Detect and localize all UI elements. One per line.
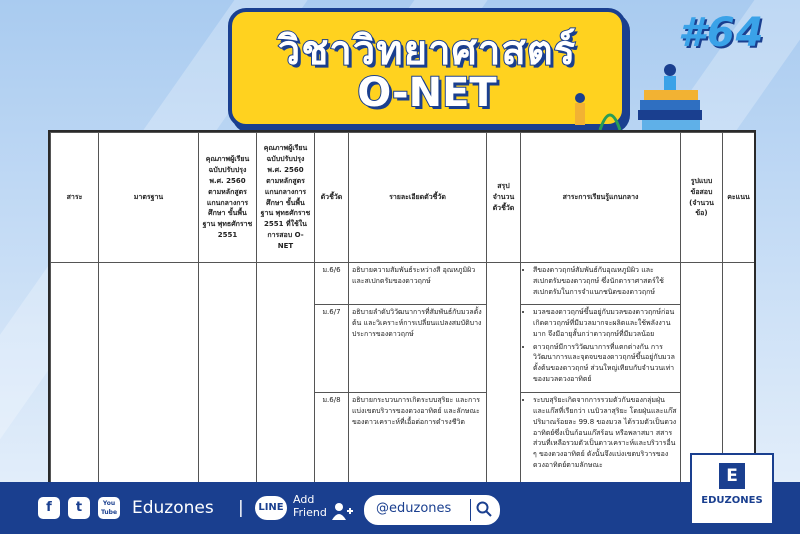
content-item: • สีของดาวฤกษ์สัมพันธ์กับอุณหภูมิผิว และสเปกตรัมของดาวฤกษ์ ซึ่งนักดาราศาสตร์ใช้สเปกตรัมในการจำแนกชนิดของดาวฤกษ์ [533,265,677,298]
cell-indicator-code: ม.6/6 [315,263,349,305]
brand-name: Eduzones [132,498,214,518]
table-header-row [51,133,755,263]
cell-subject [51,263,99,483]
cell-core-content [521,393,681,483]
youtube-icon[interactable]: You Tube [98,497,120,519]
header-indicator-detail: รายละเอียดตัวชี้วัด [349,133,487,263]
cell-quality-onet [257,263,315,483]
add-label: Add [293,493,315,506]
handle-separator [470,499,471,521]
content-item: • มวลของดาวฤกษ์ขึ้นอยู่กับมวลของดาวฤกษ์ก่อนเกิดดาวฤกษ์ที่มีมวลมากจะผลิตและใช้พลังงานมาก จึงมีอายุสั้นกว่าดาวฤกษ์ที่มีมวลน้อย [533,307,677,340]
header-quality-onet: คุณภาพผู้เรียน ฉบับปรับปรุง พ.ศ. 2560 ตามหลักสูตร แกนกลางการศึกษา ขั้นพื้นฐาน พุทธศักราช 2551 ที่ใช้ในการสอบ O-NET [257,133,315,263]
cell-standard [99,263,199,483]
add-friend-icon[interactable] [332,502,354,520]
banner-title: วิชาวิทยาศาสตร์ [277,28,577,74]
cell-format [681,263,723,483]
cell-core-content [521,305,681,393]
header-indicator: ตัวชี้วัด [315,133,349,263]
content-item: • ระบบสุริยะเกิดจากการรวมตัวกันของกลุ่มฝุ่นและแก๊สที่เรียกว่า เนบิวลาสุริยะ โดยฝุ่นและแก๊สปริมาณร้อยละ 99.8 ของมวล ได้รวมตัวเป็นดวงอาทิตย์ซึ่งเป็นก้อนแก๊สร้อน หรือพลาสมา สสารส่วนที่เหลือรวมตัวเป็นดาวเคราะห์และบริวารอื่น ๆ ของดวงอาทิตย์ ดังนั้นจึงแบ่งเขตบริวารของดวงอาทิตย์ตามลักษณะ [533,395,677,471]
logo-mark: E [719,463,745,489]
cell-summary [487,263,521,483]
header-summary: สรุป จำนวน ตัวชี้วัด [487,133,521,263]
footer-divider: | [238,498,244,518]
content-item: • ดาวฤกษ์มีการวิวัฒนาการที่แตกต่างกัน การวิวัฒนาการและจุดจบของดาวฤกษ์ขึ้นอยู่กับมวลตั้งต้นของดาวฤกษ์ ส่วนใหญ่เทียบกับจำนวนเท่าของมวลดวงอาทิตย์ [533,342,677,385]
cell-core-content [521,263,681,305]
header-quality: คุณภาพผู้เรียน ฉบับปรับปรุง พ.ศ. 2560 ตามหลักสูตร แกนกลางการศึกษา ขั้นพื้นฐาน พุทธศักราช 2551 [199,133,257,263]
search-icon[interactable] [476,501,492,517]
cell-quality [199,263,257,483]
cell-indicator-detail: อธิบายความสัมพันธ์ระหว่างสี อุณหภูมิผิว และสเปกตรัมของดาวฤกษ์ [349,263,487,305]
cell-indicator-code: ม.6/7 [315,305,349,393]
friend-label: Friend [293,506,327,519]
add-friend-label[interactable] [293,493,327,519]
document-table [48,130,756,482]
books-illustration [560,40,710,140]
handle-search[interactable] [364,495,500,525]
handle-text: @eduzones [376,501,452,516]
twitter-icon[interactable]: t [68,497,90,519]
header-subject: สาระ [51,133,99,263]
header-standard: มาตรฐาน [99,133,199,263]
cell-indicator-code: ม.6/8 [315,393,349,483]
line-icon[interactable]: LINE [255,496,287,520]
cell-indicator-detail: อธิบายกระบวนการเกิดระบบสุริยะ และการแบ่งเขตบริวารของดวงอาทิตย์ และลักษณะของดาวเคราะห์ที่เอื้อต่อการดำรงชีวิต [349,393,487,483]
cell-indicator-detail: อธิบายลำดับวิวัฒนาการที่สัมพันธ์กับมวลตั้งต้น และวิเคราะห์การเปลี่ยนแปลงสมบัติบางประการของดาวฤกษ์ [349,305,487,393]
facebook-icon[interactable]: f [38,497,60,519]
header-format: รูปแบบ ข้อสอบ (จำนวน ข้อ) [681,133,723,263]
logo-name: EDUZONES [701,495,763,506]
banner-subtitle: O-NET [357,70,497,116]
eduzones-logo [690,453,774,525]
header-core-content: สาระการเรียนรู้แกนกลาง [521,133,681,263]
header-score: คะแนน [723,133,755,263]
cell-score [723,263,755,483]
episode-number: #64 [678,10,765,56]
table-row [51,263,755,305]
